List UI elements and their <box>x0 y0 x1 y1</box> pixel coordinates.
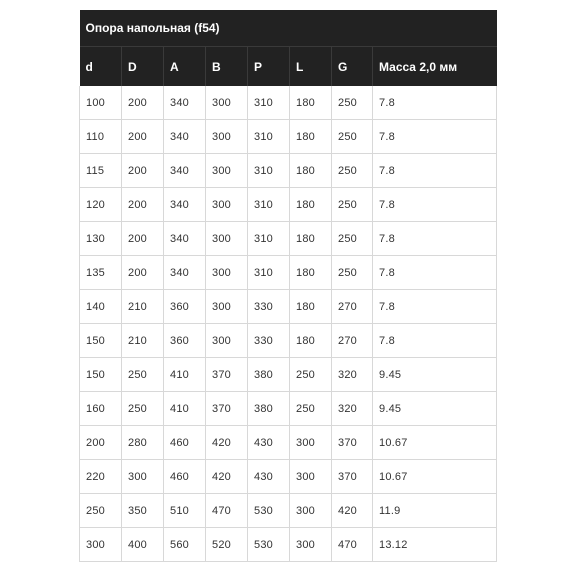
column-header-B: B <box>206 47 248 87</box>
table-cell-A: 340 <box>164 188 206 222</box>
table-row <box>80 494 497 528</box>
table-cell-P: 430 <box>248 426 290 460</box>
table-cell-d: 120 <box>80 188 122 222</box>
table-cell-G: 370 <box>332 426 373 460</box>
table-cell-A: 410 <box>164 392 206 426</box>
table-cell-d: 200 <box>80 426 122 460</box>
table-cell-L: 300 <box>290 460 332 494</box>
table-cell-mass: 7.8 <box>373 120 497 154</box>
table-cell-mass: 7.8 <box>373 290 497 324</box>
table-cell-A: 340 <box>164 120 206 154</box>
table-row <box>80 222 497 256</box>
table-cell-P: 330 <box>248 290 290 324</box>
table-cell-A: 340 <box>164 256 206 290</box>
column-header-P: P <box>248 47 290 87</box>
table-cell-D: 200 <box>122 188 164 222</box>
table-cell-A: 340 <box>164 86 206 120</box>
table-cell-d: 220 <box>80 460 122 494</box>
table-cell-mass: 11.9 <box>373 494 497 528</box>
table-row <box>80 324 497 358</box>
table-cell-P: 310 <box>248 256 290 290</box>
table-cell-D: 280 <box>122 426 164 460</box>
table-cell-B: 520 <box>206 528 248 562</box>
table-cell-P: 330 <box>248 324 290 358</box>
table-cell-B: 300 <box>206 256 248 290</box>
table-row <box>80 392 497 426</box>
table-cell-L: 180 <box>290 290 332 324</box>
table-row <box>80 86 497 120</box>
table-cell-B: 300 <box>206 188 248 222</box>
table-row <box>80 154 497 188</box>
table-cell-mass: 9.45 <box>373 358 497 392</box>
table-cell-A: 340 <box>164 154 206 188</box>
table-cell-mass: 10.67 <box>373 426 497 460</box>
table-cell-G: 250 <box>332 222 373 256</box>
table-row <box>80 460 497 494</box>
table-cell-L: 180 <box>290 120 332 154</box>
table-cell-P: 310 <box>248 154 290 188</box>
column-header-mass: Масса 2,0 мм <box>373 47 497 87</box>
table-cell-G: 250 <box>332 120 373 154</box>
table-cell-P: 310 <box>248 120 290 154</box>
table-cell-d: 160 <box>80 392 122 426</box>
table-cell-A: 460 <box>164 426 206 460</box>
table-cell-L: 180 <box>290 256 332 290</box>
table-cell-D: 300 <box>122 460 164 494</box>
table-cell-mass: 13.12 <box>373 528 497 562</box>
table-cell-G: 270 <box>332 324 373 358</box>
table-cell-D: 200 <box>122 154 164 188</box>
table-cell-L: 300 <box>290 528 332 562</box>
table-cell-mass: 7.8 <box>373 154 497 188</box>
table-cell-D: 210 <box>122 324 164 358</box>
table-cell-d: 135 <box>80 256 122 290</box>
table-cell-mass: 7.8 <box>373 256 497 290</box>
table-cell-G: 270 <box>332 290 373 324</box>
table-cell-mass: 7.8 <box>373 222 497 256</box>
table-cell-P: 530 <box>248 528 290 562</box>
table-cell-d: 300 <box>80 528 122 562</box>
table-cell-L: 300 <box>290 426 332 460</box>
table-cell-A: 360 <box>164 290 206 324</box>
table-row <box>80 290 497 324</box>
table-cell-L: 180 <box>290 324 332 358</box>
column-header-L: L <box>290 47 332 87</box>
table-cell-G: 250 <box>332 188 373 222</box>
table-title: Опора напольная (f54) <box>80 10 497 47</box>
table-cell-P: 530 <box>248 494 290 528</box>
table-cell-P: 310 <box>248 188 290 222</box>
table-cell-D: 210 <box>122 290 164 324</box>
table-row <box>80 358 497 392</box>
table-cell-mass: 10.67 <box>373 460 497 494</box>
table-cell-d: 130 <box>80 222 122 256</box>
table-cell-P: 380 <box>248 358 290 392</box>
table-cell-D: 200 <box>122 256 164 290</box>
column-header-d: d <box>80 47 122 87</box>
table-row <box>80 188 497 222</box>
table-cell-L: 180 <box>290 188 332 222</box>
table-cell-mass: 7.8 <box>373 188 497 222</box>
table-cell-D: 200 <box>122 120 164 154</box>
table-row <box>80 256 497 290</box>
table-cell-G: 320 <box>332 392 373 426</box>
table-cell-B: 300 <box>206 86 248 120</box>
table-cell-P: 310 <box>248 86 290 120</box>
table-cell-D: 350 <box>122 494 164 528</box>
table-cell-d: 100 <box>80 86 122 120</box>
table-cell-B: 300 <box>206 222 248 256</box>
table-cell-mass: 9.45 <box>373 392 497 426</box>
table-row <box>80 426 497 460</box>
table-cell-A: 340 <box>164 222 206 256</box>
table-cell-d: 150 <box>80 324 122 358</box>
table-cell-D: 400 <box>122 528 164 562</box>
spec-table <box>79 10 497 562</box>
table-cell-d: 250 <box>80 494 122 528</box>
table-cell-d: 110 <box>80 120 122 154</box>
spec-table-container <box>79 10 496 562</box>
table-cell-D: 200 <box>122 222 164 256</box>
table-cell-d: 150 <box>80 358 122 392</box>
table-cell-P: 380 <box>248 392 290 426</box>
table-cell-A: 410 <box>164 358 206 392</box>
table-cell-D: 250 <box>122 392 164 426</box>
table-title-row <box>80 10 497 47</box>
table-cell-A: 460 <box>164 460 206 494</box>
table-cell-L: 250 <box>290 392 332 426</box>
table-cell-mass: 7.8 <box>373 86 497 120</box>
table-cell-G: 250 <box>332 256 373 290</box>
table-cell-D: 250 <box>122 358 164 392</box>
table-cell-G: 420 <box>332 494 373 528</box>
table-cell-G: 250 <box>332 154 373 188</box>
table-cell-mass: 7.8 <box>373 324 497 358</box>
table-cell-B: 300 <box>206 154 248 188</box>
table-cell-A: 560 <box>164 528 206 562</box>
table-cell-B: 370 <box>206 392 248 426</box>
table-cell-G: 250 <box>332 86 373 120</box>
table-cell-B: 370 <box>206 358 248 392</box>
table-cell-L: 180 <box>290 154 332 188</box>
table-cell-d: 140 <box>80 290 122 324</box>
table-cell-L: 300 <box>290 494 332 528</box>
table-row <box>80 120 497 154</box>
table-cell-B: 300 <box>206 290 248 324</box>
table-header-row <box>80 47 497 87</box>
table-cell-B: 470 <box>206 494 248 528</box>
table-body <box>80 86 497 562</box>
table-cell-A: 360 <box>164 324 206 358</box>
table-cell-B: 300 <box>206 120 248 154</box>
table-cell-B: 420 <box>206 460 248 494</box>
table-cell-G: 370 <box>332 460 373 494</box>
table-row <box>80 528 497 562</box>
table-cell-B: 420 <box>206 426 248 460</box>
column-header-A: A <box>164 47 206 87</box>
table-cell-L: 250 <box>290 358 332 392</box>
column-header-G: G <box>332 47 373 87</box>
table-cell-G: 470 <box>332 528 373 562</box>
table-cell-A: 510 <box>164 494 206 528</box>
table-cell-d: 115 <box>80 154 122 188</box>
column-header-D: D <box>122 47 164 87</box>
table-cell-P: 310 <box>248 222 290 256</box>
table-cell-G: 320 <box>332 358 373 392</box>
table-cell-P: 430 <box>248 460 290 494</box>
table-cell-L: 180 <box>290 222 332 256</box>
table-cell-D: 200 <box>122 86 164 120</box>
table-cell-B: 300 <box>206 324 248 358</box>
table-cell-L: 180 <box>290 86 332 120</box>
